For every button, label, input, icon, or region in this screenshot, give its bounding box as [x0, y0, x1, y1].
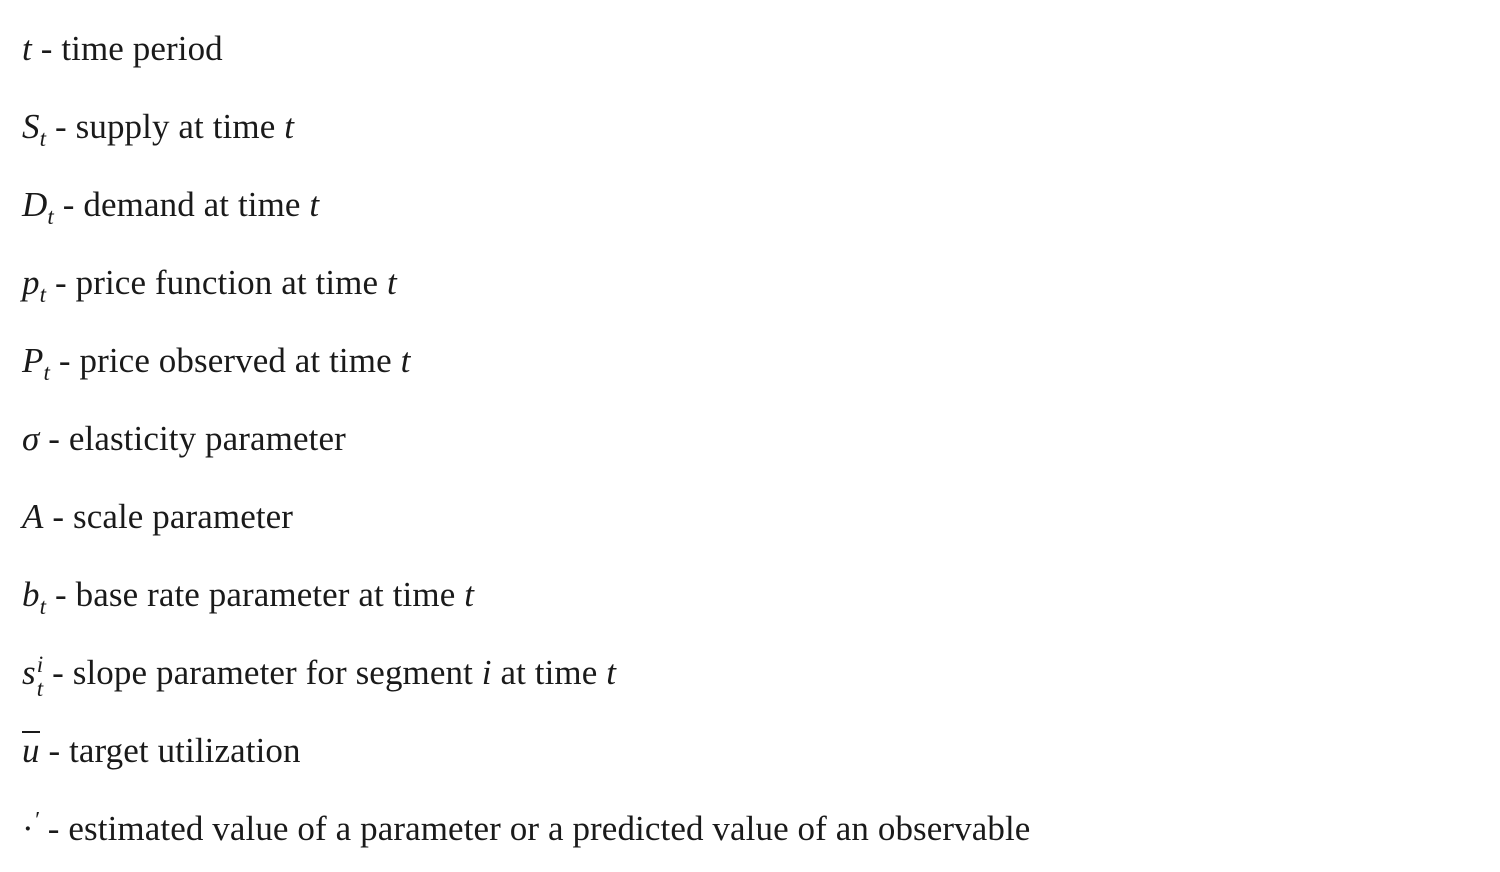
inline-symbol-i: i — [481, 653, 492, 692]
inline-symbol-t: t — [464, 575, 475, 614]
symbol-P-t: $P_t$ — [22, 341, 51, 385]
symbol-D-t: $D_t$ — [22, 185, 54, 229]
symbol-b-t: $b_t$ — [22, 575, 47, 619]
entry-description: estimated value of a parameter or a predicted value of an observable — [68, 809, 1031, 848]
entry-dash: - — [48, 419, 60, 458]
symbol-p-t: $p_t$ — [22, 263, 47, 307]
entry-description: slope parameter for segment i at time t — [72, 653, 617, 692]
inline-symbol-t: t — [386, 263, 397, 302]
entry-description: target utilization — [69, 731, 301, 770]
symbol-S-t: $S_t$ — [22, 107, 47, 151]
entry-description: elasticity parameter — [68, 419, 346, 458]
entry-dash: - — [48, 731, 61, 770]
entry-dash: - — [47, 809, 60, 848]
symbol-dot-prime: ·′ — [22, 806, 39, 848]
notation-entry-price-observed — [22, 322, 1500, 400]
symbol-s-t-i: s i t — [22, 653, 43, 692]
entry-description: demand at time t — [83, 185, 320, 224]
entry-dash: - — [55, 107, 67, 146]
entry-dash: - — [55, 263, 67, 302]
notation-entry-base-rate — [22, 556, 1500, 634]
inline-symbol-t: t — [284, 107, 295, 146]
notation-entry-slope — [22, 634, 1500, 712]
inline-symbol-t: t — [309, 185, 320, 224]
notation-entry-elasticity — [22, 400, 1500, 478]
entry-description: supply at time t — [75, 107, 295, 146]
notation-entry-price-function — [22, 244, 1500, 322]
entry-dash: - — [55, 575, 67, 614]
entry-description: scale parameter — [72, 497, 294, 536]
notation-entry-demand — [22, 166, 1500, 244]
inline-symbol-t: t — [606, 653, 617, 692]
notation-entry-estimated-value — [22, 790, 1500, 868]
symbol-t: t — [22, 29, 32, 68]
entry-description: price observed at time t — [79, 341, 411, 380]
symbol-u-bar: u — [22, 731, 40, 770]
notation-entry-target-utilization — [22, 712, 1500, 790]
notation-entry-scale — [22, 478, 1500, 556]
symbol-A: A — [22, 497, 44, 536]
entry-description: base rate parameter at time t — [75, 575, 475, 614]
entry-dash: - — [52, 653, 64, 692]
entry-dash: - — [58, 341, 71, 380]
inline-symbol-t: t — [400, 341, 411, 380]
notation-entry-time-period — [22, 10, 1500, 88]
entry-description: price function at time t — [75, 263, 397, 302]
entry-description: time period — [61, 29, 223, 68]
notation-entry-supply — [22, 88, 1500, 166]
entry-dash: - — [40, 29, 53, 68]
entry-dash: - — [52, 497, 65, 536]
entry-dash: - — [62, 185, 75, 224]
symbol-sigma: σ — [22, 419, 40, 458]
sub-superscript-stack: i t — [36, 650, 44, 702]
